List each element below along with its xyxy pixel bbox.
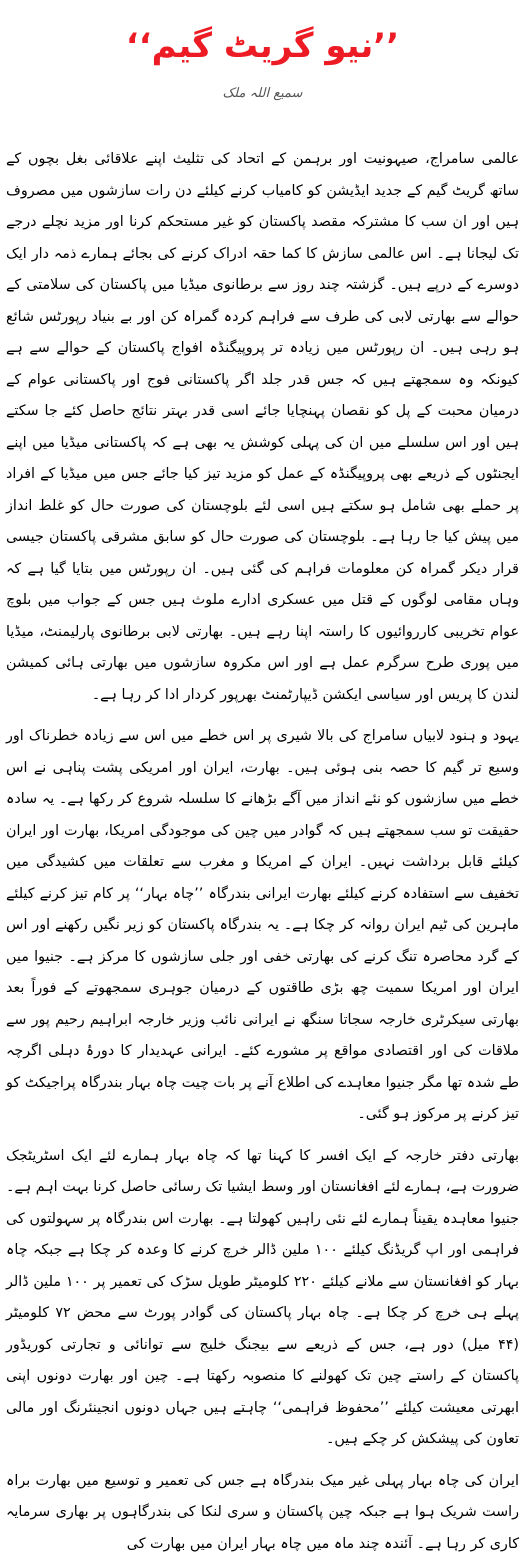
- paragraph: ایران کی چاہ بہار پہلی غیر میک بندرگاہ ہے جس کی تعمیر و توسیع میں بھارت براہ راست شریک ہوا ہے جبکہ چین پاکستان و سری لنکا کی بندرگاہوں پر بھاری سرمایہ کاری کر رہا ہے۔ آئندہ چند ماہ میں چاہ بہار ایران میں بھارت کی: [6, 1466, 519, 1560]
- author-byline: سمیع اللہ ملک: [6, 84, 519, 104]
- article-body: [6, 144, 519, 1560]
- article-title: ’’نیو گریٹ گیم‘‘: [6, 0, 519, 84]
- paragraph: یہود و ہنود لابیاں سامراج کی بالا شیری پر اس خطے میں اس سے زیادہ خطرناک اور وسیع تر گیم کا حصہ بنی ہوئی ہیں۔ بھارت، ایران اور امریکی پشت پناہی نے اس خطے میں سازشوں کو نئے انداز میں آگے بڑھانے کا سلسلہ شروع کر رکھا ہے۔ یہ سادہ حقیقت تو سب سمجھتے ہیں کہ گوادر میں چین کی موجودگی امریکا، بھارت اور ایران کیلئے قابل برداشت نہیں۔ ایران کے امریکا و مغرب سے تعلقات میں کشیدگی میں تخفیف سے استفادہ کرنے کیلئے بھارت ایرانی بندرگاہ ’’چاہ بہار‘‘ پر کام تیز کرنے کیلئے ماہرین کی ٹیم ایران روانہ کر چکا ہے۔ یہ بندرگاہ پاکستان کو زیر نگیں رکھنے اور اس کے گرد محاصرہ تنگ کرنے کی بھارتی خفی اور جلی سازشوں کا مرکز ہے۔ جنیوا میں ایران اور امریکا سمیت چھ بڑی طاقتوں کے درمیان جوہری سمجھوتے کے فوراً بعد بھارتی سیکرٹری خارجہ سجاتا سنگھ نے ایرانی نائب وزیر خارجہ ابراہیم رحیم پور سے ملاقات کی اور اقتصادی مواقع پر مشورے کئے۔ ایرانی عہدیدار کا دورۂ دہلی اگرچہ طے شدہ تھا مگر جنیوا معاہدے کی اطلاع آنے پر بات چیت چاہ بہار بندرگاہ پراجیکٹ کو تیز کرنے پر مرکوز ہو گئی۔: [6, 721, 519, 1131]
- paragraph: بھارتی دفتر خارجہ کے ایک افسر کا کہنا تھا کہ چاہ بہار ہمارے لئے ایک اسٹریٹجک ضرورت ہے، ہمارے لئے افغانستان اور وسط ایشیا تک رسائی حاصل کرنا بہت اہم ہے۔ جنیوا معاہدہ یقیناً ہمارے لئے نئی راہیں کھولتا ہے۔ بھارت اس بندرگاہ پر سہولتوں کی فراہمی اور اپ گریڈنگ کیلئے ۱۰۰ ملین ڈالر خرچ کرنے کا وعدہ کر چکا ہے جبکہ چاہ بہار کو افغانستان سے ملانے کیلئے ۲۲۰ کلومیٹر طویل سڑک کی تعمیر پر ۱۰۰ ملین ڈالر پہلے ہی خرچ کر چکا ہے۔ چاہ بہار پاکستان کی گوادر پورٹ سے محض ۷۲ کلومیٹر (۴۴ میل) دور ہے، جس کے ذریعے سے بیجنگ خلیج سے توانائی و تجارتی کوریڈور پاکستان کے راستے چین تک کھولنے کا منصوبہ رکھتا ہے۔ چین اور بھارت دونوں اپنی ابھرتی معیشت کیلئے ’’محفوظ فراہمی‘‘ چاہتے ہیں جہاں دونوں انجینئرنگ اور مالی تعاون کی پیشکش کر چکے ہیں۔: [6, 1141, 519, 1456]
- paragraph: عالمی سامراج، صیہونیت اور برہمن کے اتحاد کی تثلیث اپنے علاقائی بغل بچوں کے ساتھ گریٹ گیم کے جدید ایڈیشن کو کامیاب کرنے کیلئے دن رات سازشوں میں مصروف ہیں اور ان سب کا مشترکہ مقصد پاکستان کو غیر مستحکم کرنا اور مزید نچلے درجے تک لیجانا ہے۔ اس عالمی سازش کا کما حقہ ادراک کرنے کی بجائے ہمارے ذمہ دار ایک دوسرے کے درپے ہیں۔ گزشتہ چند روز سے برطانوی میڈیا میں پاکستان کی سلامتی کے حوالے سے بھارتی لابی کی طرف سے فراہم کردہ گمراہ کن اور بے بنیاد رپورٹس شائع ہو رہی ہیں۔ ان رپورٹس میں زیادہ تر پروپیگنڈہ افواج پاکستان کے حوالے سے ہے کیونکہ وہ سمجھتے ہیں کہ جس قدر جلد اگر پاکستانی فوج اور پاکستانی عوام کے درمیان محبت کے پل کو نقصان پہنچایا جائے اسی قدر بہتر نتائج حاصل کئے جا سکتے ہیں اور اس سلسلے میں ان کی پہلی کوشش یہ بھی ہے کہ پاکستانی میڈیا میں اپنے ایجنٹوں کے ذریعے بھی پروپیگنڈہ کے عمل کو مزید تیز کیا جائے جس میں میڈیا کے افراد پر حملے بھی شامل ہو سکتے ہیں اسی لئے بلوچستان کی صورت حال کو غلط انداز میں پیش کیا جا رہا ہے۔ بلوچستان کی صورت حال کو سابق مشرقی پاکستان جیسی قرار دیکر گمراہ کن معلومات فراہم کی گئی ہیں۔ ان رپورٹس میں بتایا گیا ہے کہ وہاں مقامی لوگوں کے قتل میں عسکری ادارے ملوث ہیں جس کے جواب میں بلوچ عوام تخریبی کارروائیوں کا راستہ اپنا رہے ہیں۔ بھارتی لابی برطانوی پارلیمنٹ، میڈیا میں پوری طرح سرگرم عمل ہے اور اس مکروہ سازشوں میں بھارتی ہائی کمیشن لندن کا پریس اور سیاسی ایکشن ڈیپارٹمنٹ بھرپور کردار ادا کر رہا ہے۔: [6, 144, 519, 711]
